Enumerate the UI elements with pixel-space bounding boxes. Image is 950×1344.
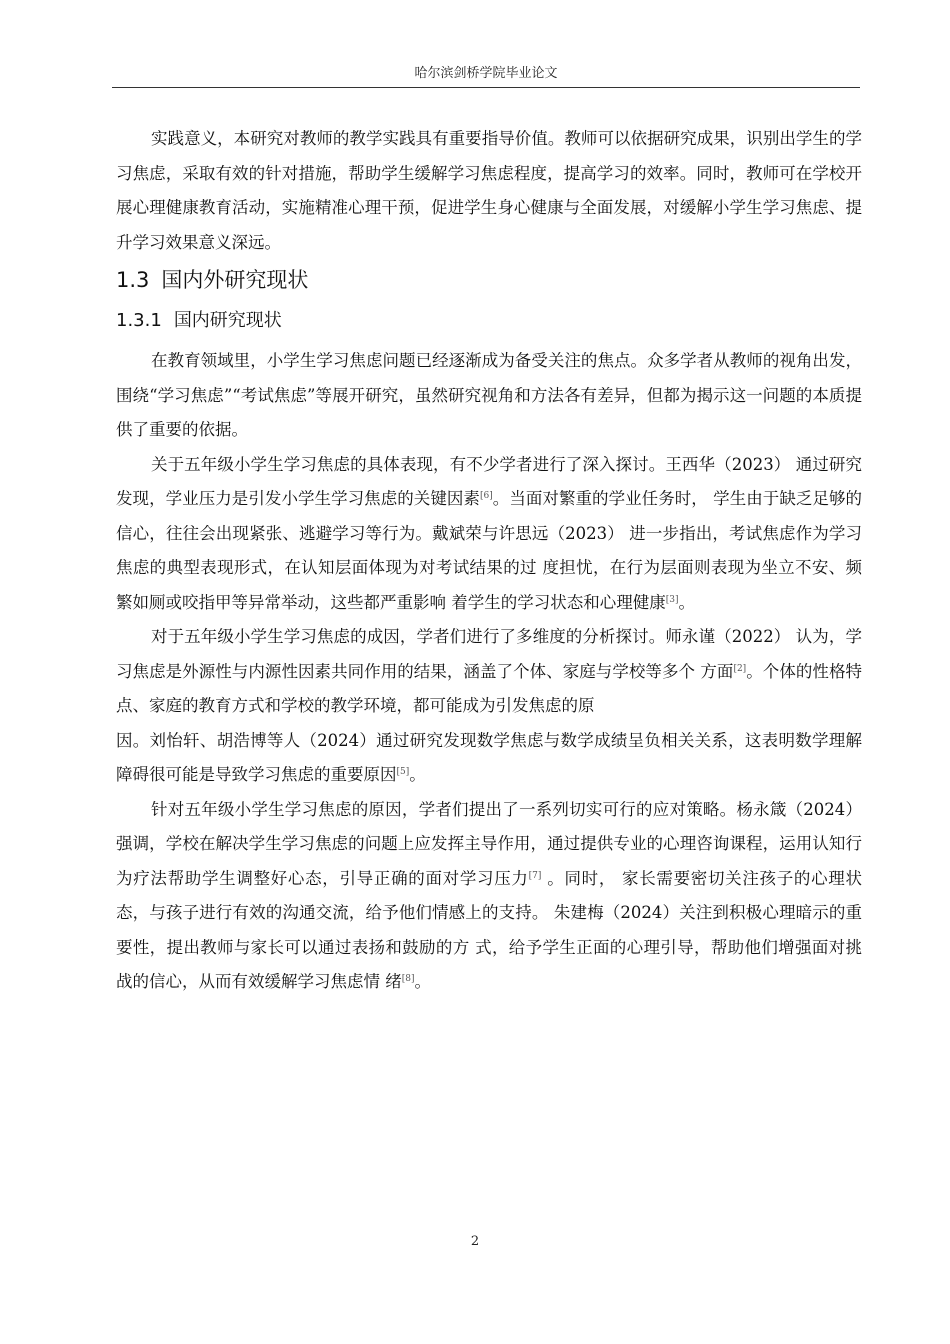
header-rule (112, 87, 860, 88)
subsection-title: 国内研究现状 (173, 310, 282, 331)
text-run: 关于五年级小学生学习焦虑的具体表现，有不少学者进行了深入探讨。王西华（2023） 通过研究发现，学业压力是引发小学生学习焦虑的关键因素 (116, 454, 862, 508)
paragraph-domestic-overview: 在教育领域里，小学生学习焦虑问题已经逐渐成为备受关注的焦点。众多学者从教师的视角出发，围绕“学习焦虑”“考试焦虑”等展开研究，虽然研究视角和方法各有差异，但都为揭示这一问题的本质提供了重要的依据。 (116, 351, 862, 439)
text-run: 。 (409, 765, 426, 784)
subsection-number: 1.3.1 (116, 310, 162, 331)
citation: [5] (396, 767, 410, 777)
citation: [7] (528, 870, 542, 881)
paragraph-manifestations (116, 448, 862, 621)
paragraph-practical-significance: 实践意义，本研究对教师的教学实践具有重要指导价值。教师可以依据研究成果，识别出学生的学习焦虑，采取有效的针对措施，帮助学生缓解学习焦虑程度，提高学习的效率。同时，教师可在学校开展心理健康教育活动，实施精准心理干预，促进学生身心健康与全面发展，对缓解小学生学习焦虑、提升学习效果意义深远。 (116, 129, 862, 252)
text-run: 。 (678, 592, 695, 612)
text-run: 因。刘怡轩、胡浩博等人（2024）通过研究发现数学焦虑与数学成绩呈负相关关系，这表明数学理解障碍很可能是导致学习焦虑的重要原因 (116, 730, 862, 784)
page-body (116, 122, 862, 1000)
text-run: 对于五年级小学生学习焦虑的成因，学者们进行了多维度的分析探讨。师永谨（2022） 认为，学习焦虑是外源性与内源性因素共同作用的结果，涵盖了个体、家庭与学校等多个 方面 (116, 627, 862, 681)
text-run: 。 (414, 972, 431, 991)
paragraph-strategies (116, 793, 862, 1000)
citation: [6] (479, 491, 493, 501)
text-run: 。当面对繁重的学业任务时， 学生由于缺乏足够的信心，往往会出现紧张、逃避学习等行为。戴斌荣与许思远（2023） 进一步指出，考试焦虑作为学习焦虑的典型表现形式，在认知层面体现为对考试结果的过 度担忧，在行为层面则表现为坐立不安、频繁如厕或咬指甲等异常举动，这些都严重影响 着学生的学习状态和心理健康 (116, 489, 863, 612)
paragraph-causes-continued (116, 724, 862, 793)
text-run: 。同时， 家长需要密切关注孩子的心理状态，与孩子进行有效的沟通交流，给予他们情感上的支持。 朱建梅（2024）关注到积极心理暗示的重要性，提出教师与家长可以通过表扬和鼓励的方 式，给予学生正面的心理引导，帮助他们增强面对挑战的信心，从而有效缓解学习焦虑情 绪 (116, 868, 862, 991)
citation: [2] (733, 663, 747, 674)
section-heading-1-3 (116, 262, 862, 298)
subsection-heading-1-3-1 (116, 304, 862, 338)
paragraph-causes (116, 620, 862, 724)
page-number: 2 (470, 1234, 480, 1249)
text-run: 。个体的性格特点、家庭的教育方式和学校的教学环境，都可能成为引发焦虑的原 (116, 661, 862, 715)
section-number: 1.3 (116, 268, 150, 292)
citation: [3] (665, 594, 679, 605)
citation: [8] (401, 974, 415, 984)
section-title: 国内外研究现状 (161, 268, 309, 292)
page-header-title: 哈尔滨剑桥学院毕业论文 (414, 66, 558, 81)
text-run: 针对五年级小学生学习焦虑的原因，学者们提出了一系列切实可行的应对策略。杨永箴（2024）强调，学校在解决学生学习焦虑的问题上应发挥主导作用，通过提供专业的心理咨询课程，运用认知行为疗法帮助学生调整好心态，引导正确的面对学习压力 (116, 799, 862, 888)
